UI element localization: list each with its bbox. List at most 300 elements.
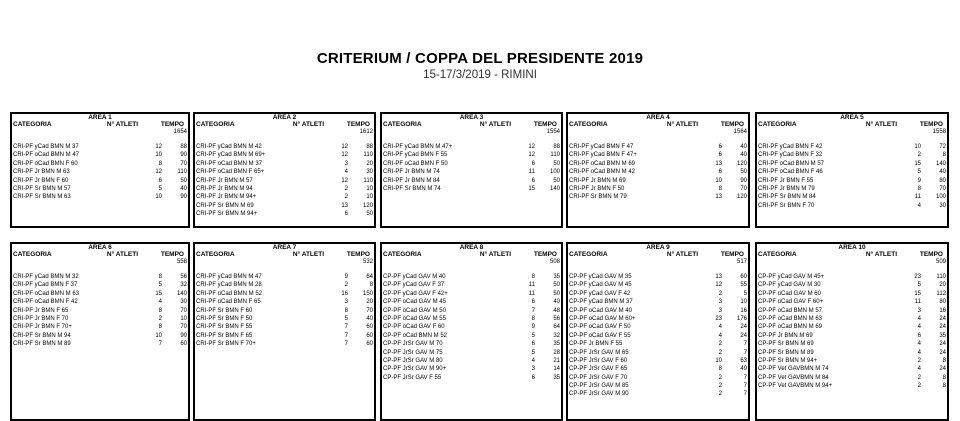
- table-row: [382, 298, 561, 306]
- time-cell: 90: [180, 152, 187, 159]
- table-row: [757, 298, 947, 306]
- athletes-cell: 15: [914, 290, 921, 297]
- table-row: [12, 290, 188, 298]
- athletes-cell: 4: [917, 315, 921, 322]
- area-title: AREA 4: [646, 114, 670, 121]
- category-cell: CRI-PF oCad BMN F 50: [383, 160, 448, 167]
- table-row: [195, 315, 374, 323]
- category-cell: CRI-PF Sr BMN M 84: [758, 194, 816, 201]
- time-cell: 35: [553, 274, 560, 280]
- header-category: CATEGORIA: [13, 251, 52, 258]
- time-cell: 88: [366, 144, 373, 150]
- category-cell: CP-PF oCad GAV F 60: [383, 324, 445, 331]
- table-row: [757, 357, 947, 365]
- table-row: [382, 323, 561, 331]
- athletes-cell: 10: [715, 357, 722, 364]
- table-row: [757, 160, 947, 168]
- header-category: CATEGORIA: [13, 121, 52, 128]
- table-row: [568, 332, 748, 340]
- table-row: [12, 193, 188, 201]
- athletes-cell: 23: [715, 315, 722, 322]
- column-headers: [195, 251, 374, 258]
- category-cell: CP-PF Sr BMN M 94+: [758, 357, 818, 364]
- category-list: [382, 273, 561, 382]
- category-cell: CP-PF Sr BMN M 69: [758, 341, 814, 348]
- table-row: [382, 273, 561, 281]
- athletes-cell: 15: [528, 185, 535, 192]
- category-cell: CP-PF JrSr GAV M 70: [383, 341, 443, 348]
- header-category: CATEGORIA: [383, 121, 422, 128]
- category-cell: CP-PF yCad GAV M 30: [758, 282, 821, 289]
- category-cell: CRI-PF Jr BMN M 79: [758, 185, 815, 192]
- time-cell: 50: [740, 169, 747, 176]
- time-cell: 8: [369, 282, 373, 289]
- header-time: TEMPO: [720, 121, 744, 128]
- category-cell: CRI-PF Jr BMN F 60: [13, 177, 69, 184]
- athletes-cell: 4: [917, 202, 921, 209]
- category-cell: CRI-PF yCad BMN M 37: [13, 144, 79, 150]
- column-headers: [568, 251, 748, 258]
- time-cell: 8: [942, 374, 946, 381]
- athletes-cell: 12: [341, 144, 348, 150]
- category-cell: CRI-PF oCad BMN F 42: [13, 299, 78, 306]
- category-cell: CRI-PF oCad BMN M 69: [569, 160, 636, 167]
- time-cell: 140: [549, 185, 560, 192]
- category-cell: CP-PF Vet GAVBMN M 74: [758, 366, 829, 373]
- header-athletes: N° ATLETI: [479, 121, 511, 128]
- athletes-cell: 6: [531, 177, 535, 184]
- table-row: [568, 185, 748, 193]
- athletes-cell: 6: [718, 144, 722, 150]
- athletes-cell: 4: [917, 366, 921, 373]
- table-row: [12, 151, 188, 159]
- header-time: TEMPO: [160, 251, 184, 258]
- time-cell: 88: [553, 144, 560, 150]
- time-cell: 176: [736, 315, 747, 322]
- time-cell: 40: [740, 144, 747, 150]
- category-cell: CP-PF JrSr GAV F 70: [569, 374, 628, 381]
- area-title: AREA 5: [840, 114, 864, 121]
- category-cell: CRI-PF Sr BMN M 69: [196, 202, 254, 209]
- athletes-cell: 7: [344, 341, 348, 348]
- header-time: TEMPO: [533, 251, 557, 258]
- category-cell: CRI-PF oCad BMN F 46: [758, 169, 823, 176]
- table-row: [12, 315, 188, 323]
- time-cell: 8: [942, 383, 946, 390]
- athletes-cell: 8: [718, 366, 722, 373]
- time-cell: 72: [939, 144, 946, 150]
- time-cell: 10: [366, 185, 373, 192]
- table-row: [568, 290, 748, 298]
- area-title: AREA 2: [272, 114, 297, 121]
- table-row: [382, 151, 561, 159]
- time-cell: 24: [939, 315, 946, 322]
- table-row: [757, 202, 947, 210]
- athletes-cell: 12: [528, 152, 535, 159]
- column-headers: [12, 121, 188, 128]
- table-row: [568, 193, 748, 201]
- category-cell: CP-PF JrSr GAV M 65: [569, 349, 629, 356]
- time-cell: 60: [180, 341, 187, 348]
- category-cell: CP-PF yCad GAV M 35: [569, 274, 632, 280]
- athletes-cell: 4: [718, 324, 722, 331]
- time-cell: 24: [939, 349, 946, 356]
- area-title: AREA 10: [838, 244, 866, 251]
- table-row: [568, 151, 748, 159]
- category-cell: CP-PF oCad BMN M 63: [758, 315, 823, 322]
- time-cell: 60: [366, 332, 373, 339]
- athletes-cell: 10: [155, 332, 162, 339]
- header-time: TEMPO: [720, 251, 744, 258]
- table-row: [757, 315, 947, 323]
- time-cell: 140: [176, 290, 187, 297]
- area-title: AREA 6: [88, 244, 112, 251]
- athletes-cell: 5: [344, 315, 348, 322]
- time-cell: 60: [366, 324, 373, 331]
- table-row: [195, 160, 374, 168]
- time-cell: 24: [740, 332, 747, 339]
- column-headers: [757, 121, 947, 128]
- table-row: [382, 185, 561, 193]
- header-athletes: N° ATLETI: [106, 251, 138, 258]
- athletes-cell: 6: [718, 152, 722, 159]
- header-time: TEMPO: [346, 121, 370, 128]
- category-list: [757, 143, 947, 210]
- athletes-cell: 7: [158, 341, 162, 348]
- category-list: [12, 143, 188, 202]
- category-cell: CRI-PF oCad BMN M 63: [13, 290, 80, 297]
- athletes-cell: 6: [531, 160, 535, 167]
- category-cell: CRI-PF yCad BMN F 32: [758, 152, 823, 159]
- athletes-cell: 2: [718, 391, 722, 398]
- time-cell: 5: [743, 290, 747, 297]
- category-list: [195, 273, 374, 349]
- athletes-cell: 12: [341, 177, 348, 184]
- table-row: [757, 168, 947, 176]
- athletes-cell: 12: [155, 144, 162, 150]
- column-headers: [195, 121, 374, 128]
- athletes-cell: 8: [344, 307, 348, 314]
- time-cell: 40: [740, 152, 747, 159]
- category-cell: CRI-PF yCad BMN F 47+: [569, 152, 637, 159]
- athletes-cell: 6: [344, 211, 348, 218]
- header-time: TEMPO: [533, 121, 557, 128]
- area-total-time: 509: [935, 259, 946, 265]
- category-cell: CRI-PF Sr BMN M 63: [13, 194, 71, 201]
- category-cell: CRI-PF oCad BMN M 52: [196, 290, 263, 297]
- table-row: [195, 168, 374, 176]
- area-table-8: [380, 242, 563, 421]
- area-title: AREA 9: [646, 244, 670, 251]
- category-cell: CRI-PF Sr BMN F 70: [758, 202, 815, 209]
- area-total-time: 1558: [932, 129, 946, 135]
- time-cell: 100: [935, 194, 946, 201]
- table-row: [382, 315, 561, 323]
- table-row: [12, 185, 188, 193]
- athletes-cell: 11: [528, 290, 535, 297]
- table-row: [757, 365, 947, 373]
- athletes-cell: 2: [344, 282, 348, 289]
- time-cell: 40: [553, 299, 560, 306]
- column-headers: [382, 121, 561, 128]
- category-cell: CRI-PF yCad BMN F 37: [13, 282, 78, 289]
- category-cell: CRI-PF Sr BMN M 79: [569, 194, 627, 201]
- table-row: [382, 349, 561, 357]
- athletes-cell: 9: [917, 177, 921, 184]
- athletes-cell: 3: [344, 160, 348, 167]
- table-row: [195, 177, 374, 185]
- category-cell: CRI-PF Sr BMN M 57: [13, 185, 71, 192]
- time-cell: 32: [553, 332, 560, 339]
- table-row: [757, 307, 947, 315]
- athletes-cell: 23: [914, 274, 921, 280]
- time-cell: 120: [362, 202, 373, 209]
- athletes-cell: 2: [917, 383, 921, 390]
- athletes-cell: 4: [344, 169, 348, 176]
- athletes-cell: 12: [715, 282, 722, 289]
- time-cell: 50: [553, 290, 560, 297]
- category-cell: CRI-PF Sr BMN F 55: [196, 324, 253, 331]
- area-table-1: [10, 112, 190, 228]
- table-row: [568, 281, 748, 289]
- table-row: [568, 315, 748, 323]
- category-cell: CRI-PF yCad BMN M 69+: [196, 152, 266, 159]
- category-cell: CRI-PF Jr BMN M 94: [196, 185, 253, 192]
- time-cell: 7: [743, 383, 747, 390]
- time-cell: 70: [180, 324, 187, 331]
- time-cell: 100: [549, 169, 560, 176]
- time-cell: 40: [366, 315, 373, 322]
- category-cell: CRI-PF Sr BMN F 50: [196, 315, 253, 322]
- header-category: CATEGORIA: [383, 251, 422, 258]
- category-cell: CRI-PF Jr BMN M 63: [13, 169, 70, 176]
- athletes-cell: 8: [158, 274, 162, 280]
- athletes-cell: 8: [917, 185, 921, 192]
- athletes-cell: 3: [718, 299, 722, 306]
- category-cell: CRI-PF yCad BMN M 28: [196, 282, 262, 289]
- header-category: CATEGORIA: [758, 251, 797, 258]
- header-athletes: N° ATLETI: [106, 121, 138, 128]
- athletes-cell: 7: [344, 332, 348, 339]
- header-time: TEMPO: [160, 121, 184, 128]
- category-list: [195, 143, 374, 219]
- table-row: [12, 160, 188, 168]
- category-cell: CRI-PF yCad BMN M 32: [13, 274, 79, 280]
- time-cell: 10: [740, 299, 747, 306]
- table-row: [568, 160, 748, 168]
- time-cell: 10: [180, 315, 187, 322]
- athletes-cell: 8: [158, 160, 162, 167]
- category-cell: CP-PF JrSr GAV M 90+: [383, 366, 447, 373]
- header-athletes: N° ATLETI: [666, 251, 698, 258]
- athletes-cell: 5: [917, 282, 921, 289]
- athletes-cell: 8: [158, 307, 162, 314]
- category-cell: CRI-PF yCad BMN M 42: [196, 144, 262, 150]
- table-row: [382, 143, 561, 151]
- athletes-cell: 5: [531, 349, 535, 356]
- area-title: AREA 3: [459, 114, 484, 121]
- athletes-cell: 9: [531, 324, 535, 331]
- header-time: TEMPO: [919, 121, 943, 128]
- time-cell: 50: [180, 177, 187, 184]
- athletes-cell: 4: [531, 357, 535, 364]
- athletes-cell: 2: [718, 341, 722, 348]
- athletes-cell: 6: [531, 299, 535, 306]
- table-row: [568, 143, 748, 151]
- time-cell: 112: [936, 290, 946, 297]
- category-cell: CP-PF oCad BMN M 69: [758, 324, 823, 331]
- table-row: [568, 177, 748, 185]
- header-athletes: N° ATLETI: [292, 251, 324, 258]
- athletes-cell: 4: [718, 332, 722, 339]
- category-cell: CP-PF JrSr GAV M 90: [569, 391, 629, 398]
- athletes-cell: 2: [344, 194, 348, 201]
- header-athletes: N° ATLETI: [666, 121, 698, 128]
- table-row: [12, 323, 188, 331]
- athletes-cell: 15: [914, 160, 921, 167]
- athletes-cell: 6: [531, 341, 535, 348]
- time-cell: 88: [180, 144, 187, 150]
- table-row: [12, 177, 188, 185]
- athletes-cell: 3: [917, 307, 921, 314]
- table-row: [757, 340, 947, 348]
- time-cell: 20: [939, 282, 946, 289]
- table-row: [382, 357, 561, 365]
- time-cell: 7: [743, 391, 747, 398]
- area-table-4: [566, 112, 750, 228]
- column-headers: [382, 251, 561, 258]
- time-cell: 8: [942, 152, 946, 159]
- time-cell: 24: [939, 324, 946, 331]
- category-cell: CRI-PF Sr BMN F 60: [196, 307, 253, 314]
- time-cell: 64: [366, 274, 373, 280]
- area-table-2: [193, 112, 376, 228]
- time-cell: 14: [553, 366, 560, 373]
- page-title: CRITERIUM / COPPA DEL PRESIDENTE 2019: [316, 50, 644, 67]
- table-row: [757, 323, 947, 331]
- athletes-cell: 8: [531, 274, 535, 280]
- table-row: [382, 281, 561, 289]
- time-cell: 90: [740, 177, 747, 184]
- athletes-cell: 11: [528, 169, 535, 176]
- table-row: [195, 323, 374, 331]
- category-cell: CRI-PF Sr BMN F 65: [196, 332, 253, 339]
- time-cell: 70: [366, 307, 373, 314]
- athletes-cell: 2: [917, 152, 921, 159]
- category-cell: CP-PF JrSr GAV M 85: [569, 383, 629, 390]
- time-cell: 70: [180, 160, 187, 167]
- time-cell: 7: [743, 341, 747, 348]
- header-category: CATEGORIA: [196, 121, 235, 128]
- time-cell: 56: [553, 315, 560, 322]
- time-cell: 21: [553, 357, 560, 364]
- category-cell: CRI-PF Jr BMN M 94+: [196, 194, 257, 201]
- table-row: [12, 143, 188, 151]
- category-cell: CP-PF JrSr GAV F 60: [569, 357, 628, 364]
- area-total-time: 1612: [359, 129, 373, 135]
- athletes-cell: 11: [914, 194, 921, 201]
- athletes-cell: 13: [715, 194, 722, 201]
- athletes-cell: 7: [344, 324, 348, 331]
- table-row: [12, 307, 188, 315]
- time-cell: 63: [740, 357, 747, 364]
- time-cell: 64: [553, 324, 560, 331]
- athletes-cell: 4: [158, 299, 162, 306]
- area-total-time: 517: [736, 259, 747, 265]
- athletes-cell: 4: [917, 349, 921, 356]
- header-athletes: N° ATLETI: [292, 121, 324, 128]
- athletes-cell: 11: [914, 299, 921, 306]
- category-cell: CRI-PF Jr BMN F 55: [758, 177, 814, 184]
- time-cell: 50: [553, 177, 560, 184]
- athletes-cell: 2: [158, 315, 162, 322]
- area-title: AREA 8: [459, 244, 484, 251]
- time-cell: 90: [180, 194, 187, 201]
- header-athletes: N° ATLETI: [865, 251, 897, 258]
- category-cell: CRI-PF oCad BMN M 37: [196, 160, 263, 167]
- athletes-cell: 5: [917, 169, 921, 176]
- table-row: [757, 332, 947, 340]
- category-cell: CP-PF Sr BMN M 89: [758, 349, 814, 356]
- category-cell: CP-PF JrSr GAV F 55: [383, 374, 442, 381]
- time-cell: 110: [177, 169, 187, 176]
- header-time: TEMPO: [919, 251, 943, 258]
- table-row: [568, 357, 748, 365]
- header-category: CATEGORIA: [196, 251, 235, 258]
- table-row: [568, 382, 748, 390]
- category-cell: CRI-PF Jr BMN F 65: [13, 307, 69, 314]
- table-row: [757, 273, 947, 281]
- category-list: [568, 273, 748, 399]
- category-cell: CRI-PF yCad BMN F 55: [383, 152, 448, 159]
- category-cell: CP-PF yCad GAV F 37: [383, 282, 445, 289]
- table-row: [568, 323, 748, 331]
- athletes-cell: 3: [718, 307, 722, 314]
- category-cell: CRI-PF Jr BMN M 57: [196, 177, 253, 184]
- category-cell: CP-PF yCad BMN M 37: [569, 299, 633, 306]
- athletes-cell: 13: [341, 202, 348, 209]
- area-title: AREA 7: [272, 244, 297, 251]
- table-row: [382, 290, 561, 298]
- area-table-6: [10, 242, 190, 421]
- table-row: [757, 382, 947, 390]
- time-cell: 120: [736, 160, 747, 167]
- table-row: [382, 168, 561, 176]
- category-cell: CRI-PF oCad BMN F 65+: [196, 169, 265, 176]
- category-cell: CP-PF oCad GAV F 50: [569, 324, 631, 331]
- time-cell: 56: [180, 274, 187, 280]
- category-cell: CRI-PF Sr BMN M 89: [13, 341, 71, 348]
- athletes-cell: 4: [917, 324, 921, 331]
- category-cell: CRI-PF Jr BMN M 84: [383, 177, 440, 184]
- athletes-cell: 13: [715, 274, 722, 280]
- category-cell: CP-PF Jr BMN F 55: [569, 341, 623, 348]
- area-total-time: 558: [176, 259, 187, 265]
- table-row: [568, 340, 748, 348]
- area-table-9: [566, 242, 750, 421]
- time-cell: 70: [740, 185, 747, 192]
- category-cell: CP-PF Vet GAVBMN M 94+: [758, 383, 833, 390]
- category-cell: CRI-PF oCad BMN F 65: [196, 299, 261, 306]
- table-row: [568, 374, 748, 382]
- category-cell: CP-PF yCad GAV F 42: [569, 290, 631, 297]
- time-cell: 35: [553, 374, 560, 381]
- table-row: [757, 193, 947, 201]
- athletes-cell: 3: [531, 366, 535, 373]
- table-row: [757, 281, 947, 289]
- header-athletes: N° ATLETI: [479, 251, 511, 258]
- time-cell: 20: [366, 160, 373, 167]
